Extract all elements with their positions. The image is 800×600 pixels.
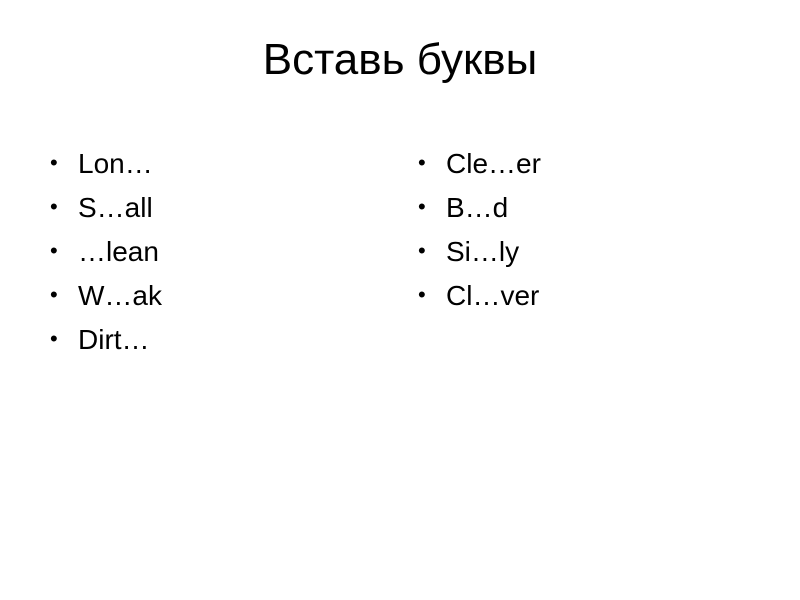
list-item: • W…ak — [46, 276, 162, 320]
slide-title: Вставь буквы — [262, 35, 538, 84]
left-bullet-list — [46, 144, 162, 364]
list-item: • Cl…ver — [414, 276, 541, 320]
list-item: • Lon… — [46, 144, 162, 188]
list-item: • Cle…er — [414, 144, 541, 188]
right-bullet-list — [414, 144, 541, 320]
list-item: • B…d — [414, 188, 541, 232]
list-item: • Si…ly — [414, 232, 541, 276]
list-item: • Dirt… — [46, 320, 162, 364]
list-item: • S…all — [46, 188, 162, 232]
list-item: • …lean — [46, 232, 162, 276]
